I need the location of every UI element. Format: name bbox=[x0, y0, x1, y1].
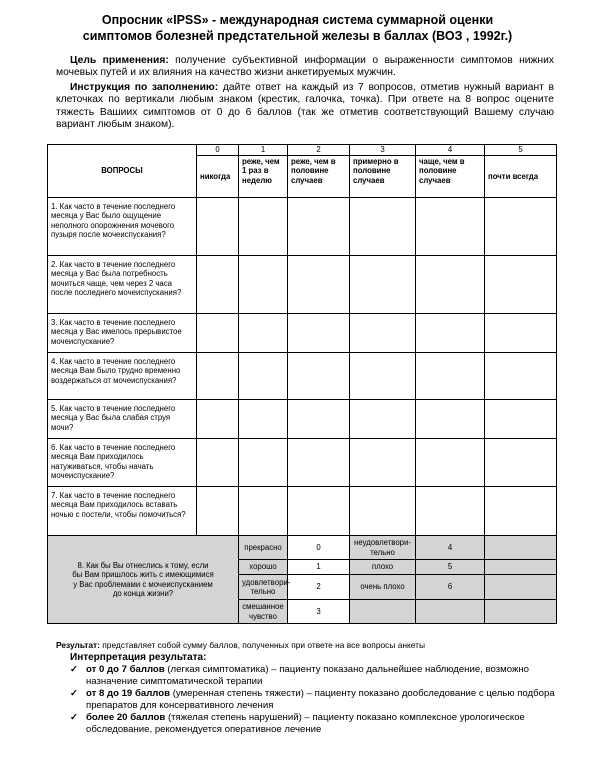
question-text: 7. Как часто в течение последнего месяца Вам приходилось вставать ночью с постели, чтобы помочиться? bbox=[48, 487, 197, 536]
q8-option-score[interactable]: 6 bbox=[416, 575, 485, 600]
question-text: 2. Как часто в течение последнего месяца у Вас была потребность мочиться чаще, чем через 2 часа после последнего мочеиспускания? bbox=[48, 256, 197, 314]
score-header-3: 3 bbox=[350, 145, 416, 156]
question-row-2 bbox=[48, 256, 557, 314]
interpretation-list bbox=[70, 664, 560, 737]
q8-option-score[interactable]: 3 bbox=[288, 600, 350, 624]
interpretation-text: (умеренная степень тяжести) – пациенту показано дообследование с целью подбора препаратов для консервативного лечения bbox=[86, 688, 555, 711]
answer-cell-q4-5[interactable] bbox=[485, 353, 557, 400]
answer-cell-q7-4[interactable] bbox=[416, 487, 485, 536]
question-row-1 bbox=[48, 198, 557, 256]
answer-cell-q4-3[interactable] bbox=[350, 353, 416, 400]
q8-option-score[interactable]: 4 bbox=[416, 536, 485, 560]
score-header-5: 5 bbox=[485, 145, 557, 156]
purpose-text: получение субъективной информации о выраженности симптомов нижних мочевых путей и их влияния на качество жизни анкетируемых мужчин. bbox=[56, 55, 554, 79]
q8-option-score[interactable]: 0 bbox=[288, 536, 350, 560]
answer-cell-q3-5[interactable] bbox=[485, 314, 557, 353]
answer-cell-q4-2[interactable] bbox=[288, 353, 350, 400]
answer-cell-q3-2[interactable] bbox=[288, 314, 350, 353]
answer-cell-q1-0[interactable] bbox=[197, 198, 239, 256]
q8-option-label: плохо bbox=[350, 560, 416, 575]
score-header-2: 2 bbox=[288, 145, 350, 156]
interpretation-title: Интерпретация результата: bbox=[70, 652, 207, 663]
q8-option-label: очень плохо bbox=[350, 575, 416, 600]
answer-cell-q1-4[interactable] bbox=[416, 198, 485, 256]
purpose-paragraph bbox=[56, 55, 554, 80]
title-line-1: Опросник «IPSS» - международная система суммарной оценки bbox=[101, 13, 494, 27]
answer-header-0: никогда bbox=[197, 156, 239, 198]
q8-option-label: удовлетвори-тельно bbox=[239, 575, 288, 600]
question-row-6 bbox=[48, 439, 557, 487]
q8-empty-cell bbox=[485, 600, 557, 624]
result-note bbox=[56, 640, 425, 650]
result-label: Результат: bbox=[56, 640, 100, 650]
answer-cell-q1-2[interactable] bbox=[288, 198, 350, 256]
answer-cell-q3-4[interactable] bbox=[416, 314, 485, 353]
instruction-text: дайте ответ на каждый из 7 вопросов, отметив нужный вариант в клеточках по вертикали любым знаком (крестик, галочка, точка). При ответе на 8 вопрос оцените тяжесть Вашиих симптомов от 0 до 6 баллов (так же отметив соответствующий Вашему случаю вариант любым знаком). bbox=[56, 82, 555, 131]
answer-cell-q7-3[interactable] bbox=[350, 487, 416, 536]
instruction-label: Инструкция по заполнению: bbox=[70, 82, 219, 93]
answer-cell-q6-5[interactable] bbox=[485, 439, 557, 487]
question-text: 6. Как часто в течение последнего месяца Вам приходилось натуживаться, чтобы начать мочеиспускание? bbox=[48, 439, 197, 487]
answer-cell-q1-1[interactable] bbox=[239, 198, 288, 256]
answer-cell-q5-5[interactable] bbox=[485, 400, 557, 439]
answer-cell-q2-2[interactable] bbox=[288, 256, 350, 314]
q8-option-label: прекрасно bbox=[239, 536, 288, 560]
answer-header-5: почти всегда bbox=[485, 156, 557, 198]
answer-header-2: реже, чем в половине случаев bbox=[288, 156, 350, 198]
instruction-paragraph bbox=[56, 82, 554, 132]
interpretation-text: (легкая симптоматика) – пациенту показано дальнейшее наблюдение, возможно назначение симптоматической терапии bbox=[86, 664, 529, 687]
question-8-text: 8. Как бы Вы отнеслись к тому, если бы Вам пришлось жить с имеющимися у Вас проблемами с мочеиспусканием до конца жизни? bbox=[48, 536, 239, 624]
q8-option-label: неудовлетвори-тельно bbox=[350, 536, 416, 560]
answer-cell-q5-1[interactable] bbox=[239, 400, 288, 439]
q8-option-score[interactable]: 1 bbox=[288, 560, 350, 575]
interpretation-text: (тяжелая степень нарушений) – пациенту показано комплексное урологическое обследование, рекомендуется оперативное лечение bbox=[86, 712, 525, 735]
answer-cell-q7-1[interactable] bbox=[239, 487, 288, 536]
questions-header: ВОПРОСЫ bbox=[48, 145, 197, 198]
answer-cell-q5-0[interactable] bbox=[197, 400, 239, 439]
purpose-label: Цель применения: bbox=[70, 55, 169, 66]
answer-cell-q5-3[interactable] bbox=[350, 400, 416, 439]
score-header-1: 1 bbox=[239, 145, 288, 156]
question-text: 4. Как часто в течение последнего месяца Вам было трудно временно воздержаться от мочеиспускания? bbox=[48, 353, 197, 400]
question-row-5 bbox=[48, 400, 557, 439]
score-header-0: 0 bbox=[197, 145, 239, 156]
question-row-3 bbox=[48, 314, 557, 353]
answer-header-3: примерно в половине случаев bbox=[350, 156, 416, 198]
answer-cell-q4-1[interactable] bbox=[239, 353, 288, 400]
q8-empty-cell bbox=[416, 600, 485, 624]
interpretation-item bbox=[70, 712, 560, 735]
answer-cell-q2-4[interactable] bbox=[416, 256, 485, 314]
answer-cell-q7-5[interactable] bbox=[485, 487, 557, 536]
answer-cell-q6-2[interactable] bbox=[288, 439, 350, 487]
score-header-4: 4 bbox=[416, 145, 485, 156]
answer-cell-q4-4[interactable] bbox=[416, 353, 485, 400]
answer-cell-q3-3[interactable] bbox=[350, 314, 416, 353]
answer-cell-q6-1[interactable] bbox=[239, 439, 288, 487]
answer-cell-q3-0[interactable] bbox=[197, 314, 239, 353]
answer-cell-q5-4[interactable] bbox=[416, 400, 485, 439]
interpretation-range: от 8 до 19 баллов bbox=[86, 688, 171, 700]
answer-cell-q1-3[interactable] bbox=[350, 198, 416, 256]
answer-cell-q6-4[interactable] bbox=[416, 439, 485, 487]
answer-cell-q4-0[interactable] bbox=[197, 353, 239, 400]
interpretation-range: от 0 до 7 баллов bbox=[86, 664, 165, 675]
q8-option-score[interactable]: 5 bbox=[416, 560, 485, 575]
answer-header-1: реже, чем 1 раз в неделю bbox=[239, 156, 288, 198]
question-row-4 bbox=[48, 353, 557, 400]
answer-cell-q2-5[interactable] bbox=[485, 256, 557, 314]
answer-cell-q2-3[interactable] bbox=[350, 256, 416, 314]
answer-cell-q5-2[interactable] bbox=[288, 400, 350, 439]
q8-option-label: хорошо bbox=[239, 560, 288, 575]
interpretation-item bbox=[70, 688, 560, 711]
check-icon: ✓ bbox=[70, 688, 79, 700]
check-icon: ✓ bbox=[70, 664, 79, 675]
question-row-7 bbox=[48, 487, 557, 536]
answer-cell-q6-3[interactable] bbox=[350, 439, 416, 487]
q8-empty-cell bbox=[485, 560, 557, 575]
answer-cell-q3-1[interactable] bbox=[239, 314, 288, 353]
page-title bbox=[0, 12, 595, 44]
question-text: 1. Как часто в течение последнего месяца у Вас было ощущение неполного опорожнения мочевого пузыря после мочеиспускания? bbox=[48, 198, 197, 256]
result-text: представляет собой сумму баллов, полученных при ответе на все вопросы анкеты bbox=[99, 640, 425, 650]
ipss-table bbox=[47, 144, 557, 624]
check-icon: ✓ bbox=[70, 712, 79, 724]
q8-option-label: смешанное чувство bbox=[239, 600, 288, 624]
answer-header-4: чаще, чем в половине случаев bbox=[416, 156, 485, 198]
answer-cell-q1-5[interactable] bbox=[485, 198, 557, 256]
q8-empty-cell bbox=[485, 575, 557, 600]
interpretation-item bbox=[70, 664, 560, 687]
answer-cell-q2-0[interactable] bbox=[197, 256, 239, 314]
q8-option-score[interactable]: 2 bbox=[288, 575, 350, 600]
q8-empty-cell bbox=[485, 536, 557, 560]
interpretation-range: более 20 баллов bbox=[86, 712, 166, 724]
q8-empty-cell bbox=[350, 600, 416, 624]
answer-cell-q2-1[interactable] bbox=[239, 256, 288, 314]
answer-cell-q7-0[interactable] bbox=[197, 487, 239, 536]
title-line-2: симптомов болезней предстательной железы в баллах (ВОЗ , 1992г.) bbox=[82, 29, 513, 43]
answer-cell-q7-2[interactable] bbox=[288, 487, 350, 536]
question-text: 5. Как часто в течение последнего месяца у Вас была слабая струя мочи? bbox=[48, 400, 197, 439]
answer-cell-q6-0[interactable] bbox=[197, 439, 239, 487]
question-text: 3. Как часто в течение последнего месяца у Вас имелось прерывистое мочеиспускание? bbox=[48, 314, 197, 353]
